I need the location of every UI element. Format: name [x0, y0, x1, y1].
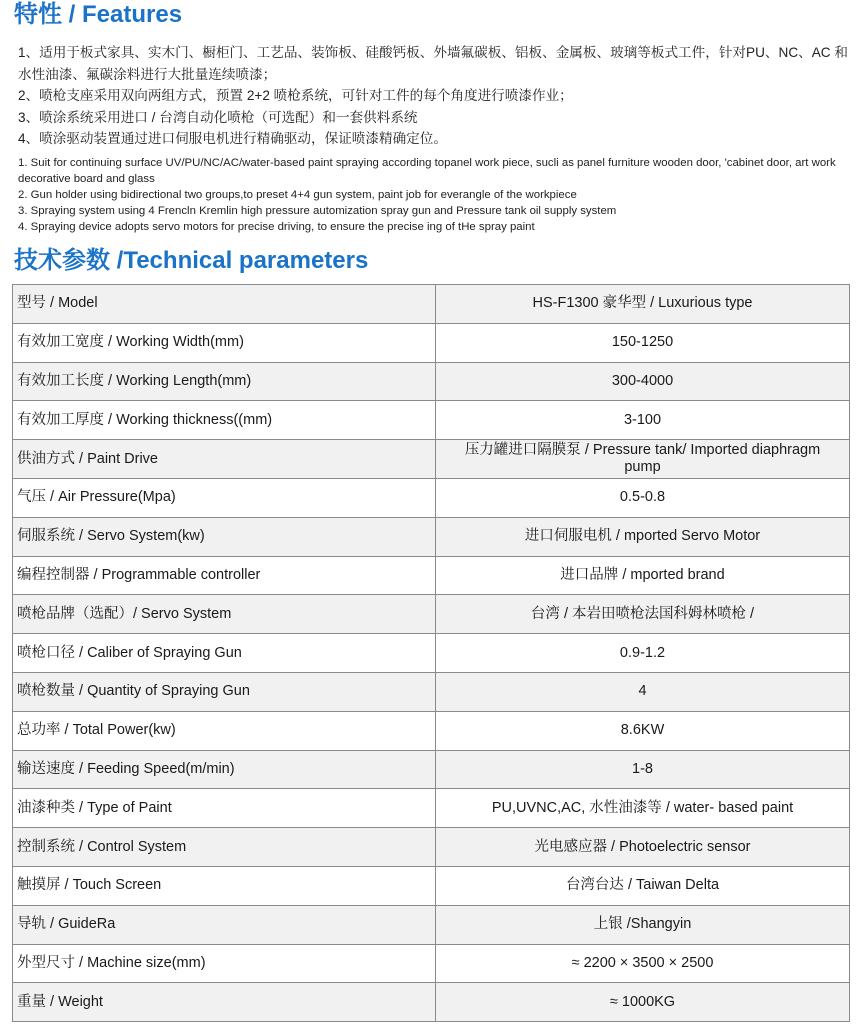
param-label: 型号 / Model [13, 285, 436, 324]
param-label: 油漆种类 / Type of Paint [13, 789, 436, 828]
param-value: 0.5-0.8 [436, 478, 850, 517]
param-value: 上银 /Shangyin [436, 905, 850, 944]
table-row [13, 478, 850, 517]
table-row [13, 440, 850, 479]
param-value: HS-F1300 豪华型 / Luxurious type [436, 285, 850, 324]
table-row [13, 285, 850, 324]
param-value: 300-4000 [436, 362, 850, 401]
param-label: 输送速度 / Feeding Speed(m/min) [13, 750, 436, 789]
param-label: 有效加工长度 / Working Length(mm) [13, 362, 436, 401]
feature-cn-item: 3、喷涂系统采用进口 / 台湾自动化喷枪（可选配）和一套供料系统 [18, 109, 418, 125]
table-row [13, 634, 850, 673]
param-value: 光电感应器 / Photoelectric sensor [436, 828, 850, 867]
table-row [13, 362, 850, 401]
param-value: PU,UVNC,AC, 水性油漆等 / water- based paint [436, 789, 850, 828]
param-label: 喷枪品牌（选配）/ Servo System [13, 595, 436, 634]
technical-parameters-table [12, 284, 850, 1022]
feature-cn-item: 1、适用于板式家具、实木门、橱柜门、工艺品、装饰板、硅酸钙板、外墙氟碳板、铝板、金属板、玻璃等板式工件，针对PU、NC、AC 和水性油漆、氟碳涂料进行大批量连续喷漆； [18, 45, 848, 82]
param-label: 喷枪口径 / Caliber of Spraying Gun [13, 634, 436, 673]
table-row [13, 750, 850, 789]
table-row [13, 828, 850, 867]
param-value: 台湾 / 本岩田喷枪法国科姆林喷枪 / [436, 595, 850, 634]
param-label: 有效加工宽度 / Working Width(mm) [13, 323, 436, 362]
feature-en-item: 4. Spraying device adopts servo motors for precise driving, to ensure the precise ing of tHe spray paint [18, 220, 535, 233]
param-label: 总功率 / Total Power(kw) [13, 711, 436, 750]
table-row [13, 595, 850, 634]
technical-parameters-heading: 技术参数 /Technical parameters [14, 247, 369, 274]
table-row [13, 556, 850, 595]
param-value: 压力罐进口隔膜泵 / Pressure tank/ Imported diaphragm pump [436, 440, 850, 479]
table-row [13, 401, 850, 440]
param-label: 触摸屏 / Touch Screen [13, 866, 436, 905]
features-cn-list [18, 42, 853, 150]
table-row [13, 983, 850, 1022]
param-value: 进口品牌 / mported brand [436, 556, 850, 595]
param-value: ≈ 2200 × 3500 × 2500 [436, 944, 850, 983]
param-label: 编程控制器 / Programmable controller [13, 556, 436, 595]
features-heading: 特性 / Features [14, 1, 183, 28]
param-label: 导轨 / GuideRa [13, 905, 436, 944]
param-value: 3-100 [436, 401, 850, 440]
feature-en-item: 2. Gun holder using bidirectional two groups,to preset 4+4 gun system, paint job for everangle of the workpiece [18, 188, 577, 201]
table-row [13, 866, 850, 905]
feature-cn-item: 4、喷涂驱动装置通过进口伺服电机进行精确驱动，保证喷漆精确定位。 [18, 131, 447, 146]
param-label: 重量 / Weight [13, 983, 436, 1022]
param-value: 4 [436, 672, 850, 711]
param-value: 1-8 [436, 750, 850, 789]
table-row [13, 711, 850, 750]
param-label: 供油方式 / Paint Drive [13, 440, 436, 479]
param-value: 0.9-1.2 [436, 634, 850, 673]
param-label: 喷枪数量 / Quantity of Spraying Gun [13, 672, 436, 711]
param-label: 有效加工厚度 / Working thickness((mm) [13, 401, 436, 440]
param-label: 外型尺寸 / Machine size(mm) [13, 944, 436, 983]
table-row [13, 672, 850, 711]
feature-cn-item: 2、喷枪支座采用双向两组方式，预置 2+2 喷枪系统，可针对工件的每个角度进行喷漆作业； [18, 88, 573, 103]
param-label: 控制系统 / Control System [13, 828, 436, 867]
feature-en-item: 1. Suit for continuing surface UV/PU/NC/AC/water-based paint spraying according topanel work piece, sucli as panel furniture wooden door, 'cabinet door, art work decorative board and glass [18, 157, 836, 185]
table-row [13, 944, 850, 983]
param-value: 台湾台达 / Taiwan Delta [436, 866, 850, 905]
feature-en-item: 3. Spraying system using 4 Frencln Kremlin high pressure automization spray gun and Pressure tank oil supply system [18, 204, 617, 217]
table-row [13, 323, 850, 362]
features-en-list [18, 156, 858, 236]
param-value: ≈ 1000KG [436, 983, 850, 1022]
table-row [13, 789, 850, 828]
param-value: 8.6KW [436, 711, 850, 750]
table-row [13, 905, 850, 944]
param-value: 进口伺服电机 / mported Servo Motor [436, 517, 850, 556]
param-label: 伺服系统 / Servo System(kw) [13, 517, 436, 556]
param-label: 气压 / Air Pressure(Mpa) [13, 478, 436, 517]
table-row [13, 517, 850, 556]
param-value: 150-1250 [436, 323, 850, 362]
